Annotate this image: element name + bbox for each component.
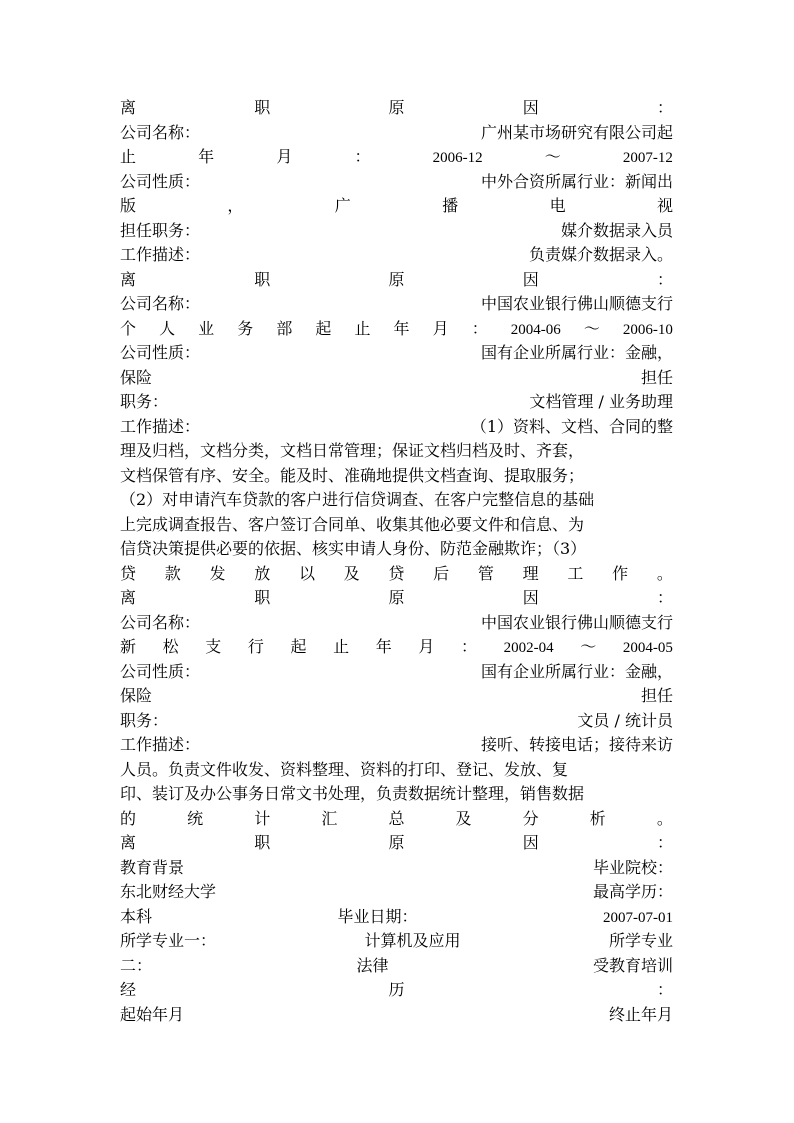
text-line bbox=[120, 635, 673, 660]
text-segment: 贷 bbox=[120, 563, 137, 583]
text-segment: 职 bbox=[254, 269, 271, 289]
text-segment: 松 bbox=[162, 637, 179, 656]
text-segment: 离 bbox=[120, 588, 137, 607]
text-segment: 及 bbox=[455, 808, 472, 828]
text-segment: 汇 bbox=[321, 808, 338, 828]
text-line bbox=[120, 513, 673, 538]
text-segment: 2007-12 bbox=[622, 150, 673, 166]
text-line bbox=[120, 733, 673, 758]
text-segment: 2007-07-01 bbox=[603, 909, 673, 926]
text-line bbox=[120, 905, 673, 930]
text-segment: 中国农业银行佛山顺德支行 bbox=[480, 294, 673, 313]
text-segment: 职务： bbox=[120, 392, 169, 411]
text-segment: ： bbox=[656, 833, 673, 852]
text-segment: 接听、转接电话；接待来访 bbox=[480, 735, 673, 754]
text-line bbox=[120, 611, 673, 636]
text-segment: ： bbox=[354, 147, 371, 166]
text-segment: 原 bbox=[388, 833, 405, 852]
text-segment: 东北财经大学 bbox=[120, 882, 217, 901]
text-segment: ： bbox=[656, 980, 673, 999]
text-line bbox=[120, 415, 673, 440]
text-segment: （1）资料、文档、合同的整 bbox=[470, 416, 673, 436]
text-segment: 负责媒介数据录入。 bbox=[528, 245, 673, 264]
text-segment: 因 bbox=[522, 269, 539, 289]
text-segment: ： bbox=[461, 637, 478, 656]
text-segment: 因 bbox=[522, 833, 539, 852]
text-segment: 起 bbox=[290, 637, 307, 656]
text-segment: 工作描述： bbox=[120, 735, 201, 754]
text-segment: 上完成调查报告、客户签订合同单、收集其他必要文件和信息、为 bbox=[120, 514, 585, 534]
text-segment: 历 bbox=[388, 980, 405, 999]
text-segment: ～ bbox=[544, 147, 561, 166]
text-segment: 二： bbox=[120, 955, 153, 975]
text-segment: 视 bbox=[656, 196, 673, 215]
text-segment: 职务： bbox=[120, 710, 169, 730]
text-segment: 文员 / 统计员 bbox=[577, 710, 673, 730]
text-line bbox=[120, 758, 673, 783]
text-segment: 人员。负责文件收发、资料整理、资料的打印、登记、发放、复 bbox=[120, 759, 569, 779]
text-segment: 广 bbox=[334, 196, 351, 215]
text-segment: 教育背景 bbox=[120, 857, 185, 877]
text-segment: 终止年月 bbox=[608, 1004, 673, 1024]
text-line bbox=[120, 96, 673, 121]
text-segment: 工 bbox=[567, 563, 584, 583]
text-segment: ， bbox=[227, 196, 244, 215]
text-line bbox=[120, 537, 673, 562]
text-segment: 原 bbox=[388, 588, 405, 607]
text-line bbox=[120, 439, 673, 464]
text-segment: 毕业日期： bbox=[337, 906, 418, 926]
text-line bbox=[120, 562, 673, 587]
text-segment: 广州某市场研究有限公司起 bbox=[480, 122, 673, 142]
text-segment: 职 bbox=[254, 588, 271, 607]
text-segment: 因 bbox=[522, 588, 539, 607]
text-segment: 理 bbox=[522, 563, 539, 583]
text-segment: 职 bbox=[254, 98, 271, 117]
text-segment: ～ bbox=[583, 318, 600, 338]
text-segment: 人 bbox=[159, 318, 176, 338]
text-segment: 文档管理 / 业务助理 bbox=[529, 392, 673, 411]
text-segment: 后 bbox=[433, 563, 450, 583]
text-line bbox=[120, 586, 673, 611]
text-line bbox=[120, 366, 673, 391]
text-segment: 统 bbox=[187, 808, 204, 828]
resume-document bbox=[120, 96, 673, 1027]
text-segment: 计算机及应用 bbox=[364, 931, 461, 950]
text-line bbox=[120, 341, 673, 366]
text-segment: 担任 bbox=[640, 367, 673, 387]
text-segment: 放 bbox=[254, 563, 271, 583]
text-segment: 公司性质： bbox=[120, 343, 201, 362]
text-line bbox=[120, 929, 673, 954]
text-line bbox=[120, 390, 673, 415]
text-segment: ： bbox=[656, 269, 673, 289]
text-segment: 离 bbox=[120, 98, 137, 117]
text-segment: （2）对申请汽车贷款的客户进行信贷调查、在客户完整信息的基础 bbox=[120, 490, 595, 509]
text-segment: 及 bbox=[343, 563, 360, 583]
text-line bbox=[120, 268, 673, 293]
text-segment: 止 bbox=[354, 318, 371, 338]
text-segment: ： bbox=[656, 588, 673, 607]
text-segment: ： bbox=[471, 318, 488, 338]
text-segment: 止 bbox=[333, 637, 350, 656]
text-segment: 。 bbox=[656, 563, 673, 583]
text-segment: 2006-12 bbox=[432, 150, 483, 166]
text-segment: 起 bbox=[315, 318, 332, 338]
text-segment: 中国农业银行佛山顺德支行 bbox=[480, 612, 673, 632]
document-body bbox=[120, 96, 673, 1027]
text-segment: 总 bbox=[388, 808, 405, 828]
text-segment: 信贷决策提供必要的依据、核实申请人身份、防范金融欺诈；（3） bbox=[120, 539, 587, 558]
text-segment: 行 bbox=[247, 637, 264, 656]
text-segment: 最高学历： bbox=[592, 882, 673, 901]
text-line bbox=[120, 488, 673, 513]
text-segment: 中外合资所属行业：新闻出 bbox=[480, 171, 673, 191]
text-segment: 所学专业一： bbox=[120, 931, 217, 950]
text-segment: 2002-04 bbox=[503, 640, 554, 656]
text-segment: 因 bbox=[522, 98, 539, 117]
text-line bbox=[120, 782, 673, 807]
text-segment: 经 bbox=[120, 980, 137, 999]
text-segment: 部 bbox=[276, 318, 293, 338]
text-segment: 公司性质： bbox=[120, 661, 201, 681]
text-segment: 起始年月 bbox=[120, 1004, 185, 1024]
text-segment: 贷 bbox=[388, 563, 405, 583]
text-segment: 播 bbox=[442, 196, 459, 215]
text-segment: 公司名称： bbox=[120, 294, 201, 313]
text-segment: 年 bbox=[375, 637, 392, 656]
text-segment: 业 bbox=[198, 318, 215, 338]
text-segment: 国有企业所属行业：金融， bbox=[480, 343, 673, 362]
text-segment: 印、装订及办公事务日常文书处理，负责数据统计整理，销售数据 bbox=[120, 784, 585, 803]
text-line bbox=[120, 1003, 673, 1028]
text-segment: 国有企业所属行业：金融， bbox=[480, 661, 673, 681]
text-segment: 版 bbox=[120, 196, 137, 215]
text-segment: 毕业院校： bbox=[592, 857, 673, 877]
text-line bbox=[120, 170, 673, 195]
text-segment: 理及归档，文档分类，文档日常管理；保证文档归档及时、齐套， bbox=[120, 441, 585, 460]
text-segment: 析 bbox=[589, 808, 606, 828]
text-segment: 离 bbox=[120, 269, 137, 289]
text-segment: 支 bbox=[205, 637, 222, 656]
text-segment: 新 bbox=[120, 637, 137, 656]
text-line bbox=[120, 464, 673, 489]
text-segment: 公司名称： bbox=[120, 122, 201, 142]
text-segment: 作 bbox=[612, 563, 629, 583]
text-segment: 电 bbox=[549, 196, 566, 215]
text-segment: 月 bbox=[432, 318, 449, 338]
text-line bbox=[120, 219, 673, 244]
text-segment: 分 bbox=[522, 808, 539, 828]
text-segment: 本科 bbox=[120, 906, 153, 926]
text-segment: 保险 bbox=[120, 686, 153, 705]
text-segment: 所学专业 bbox=[608, 931, 673, 950]
text-segment: 款 bbox=[164, 563, 181, 583]
text-segment: 月 bbox=[418, 637, 435, 656]
text-segment: 原 bbox=[388, 269, 405, 289]
text-line bbox=[120, 807, 673, 832]
text-segment: 务 bbox=[237, 318, 254, 338]
text-line bbox=[120, 856, 673, 881]
text-segment: 离 bbox=[120, 833, 137, 852]
text-segment: 2004-05 bbox=[622, 640, 673, 656]
text-segment: 止 bbox=[120, 147, 137, 166]
text-line bbox=[120, 709, 673, 734]
text-segment: 2006-10 bbox=[622, 321, 673, 338]
text-segment: 月 bbox=[276, 147, 293, 166]
text-segment: 公司性质： bbox=[120, 171, 201, 191]
text-segment: 公司名称： bbox=[120, 612, 201, 632]
text-line bbox=[120, 292, 673, 317]
text-segment: 计 bbox=[254, 808, 271, 828]
text-segment: 法律 bbox=[356, 955, 389, 975]
text-segment: 2004-06 bbox=[510, 321, 561, 338]
text-line bbox=[120, 978, 673, 1003]
text-segment: 职 bbox=[254, 833, 271, 852]
text-line bbox=[120, 243, 673, 268]
text-segment: 发 bbox=[209, 563, 226, 583]
text-segment: 年 bbox=[393, 318, 410, 338]
text-line bbox=[120, 880, 673, 905]
text-segment: 管 bbox=[477, 563, 494, 583]
text-segment: 原 bbox=[388, 98, 405, 117]
text-segment: 担任 bbox=[640, 686, 673, 705]
text-segment: 受教育培训 bbox=[592, 955, 673, 975]
text-line bbox=[120, 145, 673, 170]
text-line bbox=[120, 660, 673, 685]
text-segment: 工作描述： bbox=[120, 416, 201, 436]
text-line bbox=[120, 684, 673, 709]
text-line bbox=[120, 317, 673, 342]
text-segment: 媒介数据录入员 bbox=[560, 220, 673, 240]
text-segment: 保险 bbox=[120, 367, 153, 387]
text-segment: 工作描述： bbox=[120, 245, 201, 264]
text-line bbox=[120, 831, 673, 856]
text-segment: ： bbox=[656, 98, 673, 117]
text-segment: 以 bbox=[298, 563, 315, 583]
text-segment: 的 bbox=[120, 808, 137, 828]
text-line bbox=[120, 121, 673, 146]
text-segment: 文档保管有序、安全。能及时、准确地提供文档查询、提取服务； bbox=[120, 465, 585, 485]
text-segment: 担任职务： bbox=[120, 220, 201, 240]
text-line bbox=[120, 954, 673, 979]
text-line bbox=[120, 194, 673, 219]
text-segment: 个 bbox=[120, 318, 137, 338]
text-segment: 年 bbox=[198, 147, 215, 166]
text-segment: 。 bbox=[656, 808, 673, 828]
text-segment: ～ bbox=[580, 637, 597, 656]
